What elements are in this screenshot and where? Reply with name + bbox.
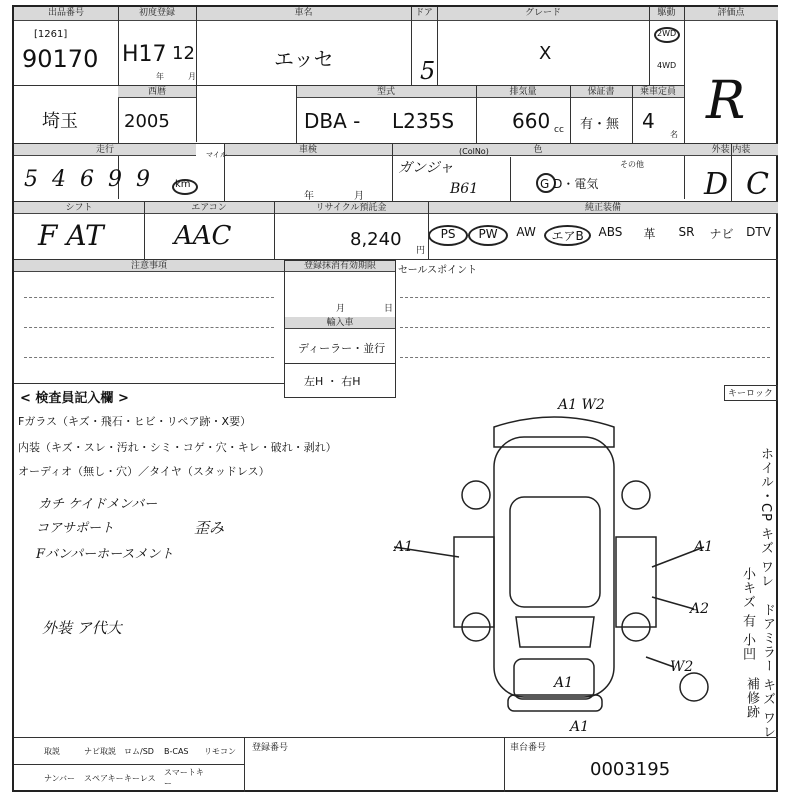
footer-bcas: B-CAS (164, 746, 189, 756)
roof-front-outline (494, 417, 614, 447)
mark-right-3: W2 (670, 659, 694, 675)
inspector-line1: Fガラス（キズ・飛石・ヒビ・リペア跡・X要） (18, 415, 252, 428)
rear-window (516, 617, 594, 647)
mileage-value: 54699 (24, 167, 164, 192)
legend-wheel: ホイル・CP キズ ワレ (758, 447, 773, 589)
reg-month: 12 (172, 43, 195, 64)
lot-no-header: 出品番号 (14, 7, 118, 21)
grade-header: グレード (437, 7, 649, 21)
shift-header: シフト (14, 202, 144, 214)
wheel-fr (622, 481, 650, 509)
wheel-fl (462, 481, 490, 509)
body-outline (494, 437, 614, 697)
color-options: G D・電気 (540, 177, 599, 191)
color-code: B61 (450, 181, 479, 197)
inspection-header: 車検 (224, 144, 392, 156)
car-name-header: 車名 (196, 7, 411, 21)
key-lock-header: キーロック (728, 389, 773, 399)
inspector-line2: 内装（キズ・スレ・汚れ・シミ・コゲ・穴・キレ・破れ・剥れ） (18, 441, 337, 454)
inspector-title: < 検査員記入欄 > (20, 391, 129, 406)
doors-header: ドア (411, 7, 437, 21)
footer-remote: リモコン (204, 746, 236, 756)
mileage-header: 走行 (14, 144, 196, 156)
type-prefix: DBA - (304, 109, 361, 133)
chassis-number: 0003195 (590, 759, 671, 780)
mark-right-2: A2 (690, 601, 710, 617)
footer-keyless: キーレス (124, 773, 156, 783)
drive-header: 駆動 (649, 7, 684, 21)
chassis-header: 車台番号 (510, 743, 547, 753)
equipment-list (428, 225, 778, 246)
displacement-header: 排気量 (476, 86, 570, 98)
aircon-value: AAC (174, 221, 232, 251)
first-reg-header: 初度登録 (118, 7, 196, 21)
recycle-fee: 8,240 (350, 229, 402, 250)
roof-panel (510, 497, 600, 607)
score-header: 評価点 (684, 7, 778, 21)
hand-note-2: コアサポート (36, 521, 115, 536)
car-name: エッセ (274, 47, 334, 71)
footer-plate: ナンバー (44, 773, 76, 783)
lot-number: 90170 (22, 45, 99, 73)
legend-mirror: ドアミラー キズ ワレ (760, 603, 775, 740)
aircon-header: エアコン (144, 202, 274, 214)
doors-value: 5 (420, 57, 436, 85)
legend-repair: 補修跡 (744, 677, 759, 719)
equip-leather: 革 (643, 227, 656, 241)
seats-header: 乗車定員 (632, 86, 684, 98)
dealer-value: ディーラー・並行 (298, 342, 386, 355)
footer-checklist (14, 738, 244, 790)
equip-aw: AW (516, 225, 536, 239)
equip-navi: ナビ (709, 227, 734, 241)
color-header: 色 (392, 144, 684, 156)
equipment-header: 純正装備 (428, 202, 778, 214)
equip-dtv: DTV (746, 225, 771, 239)
hand-note-4: 外装 ア代大 (42, 619, 122, 637)
reg-expiry-header: 登録抹消有効期限 (284, 260, 396, 272)
hand-note-3: Fバンパーホースメント (36, 547, 174, 562)
ext-grade: D (704, 167, 729, 202)
sales-point-header: セールスポイント (398, 265, 478, 276)
seats-value: 4 (642, 109, 655, 133)
hand-note-1: カチ ケイドメンバー (38, 497, 158, 512)
grade-value: X (539, 43, 552, 64)
mark-top: A1 W2 (558, 397, 605, 413)
auction-sheet: 出品番号 初度登録 車名 ドア グレード 駆動 評価点 [1261] 90170 H17 12 年 月 エッセ 5 X 2WD 4WD R 西暦 型式 排気量 保証書 乗車定員 埼玉 2005 DBA - L235S 660 cc 有・無 4 名 走行 車検 色 外装 内装 マイル 54699 km 年 月 (ColNo) ガンジャ B61 G D・電気 その他 D C シフト エアコン リサイクル預託金 純正装備 F AT AAC 8,240 円 PS PW AW エアB ABS 革 SR ナビ DTV 注意事項 登録抹消有効期限 セールスポイント 月 日 輸入車 ディーラー・並行 左H ・ 右H < 検査員記入欄 > Fガラス（キズ・飛石・ヒビ・リペア跡・X要） 内装（キズ・スレ・汚れ・シミ・コゲ・穴・キレ・破れ・剥れ） オーディオ（無し・穴）／タイヤ（スタッドレス） カチ ケイドメンバー コアサポート Fバンパーホースメント 歪み 外装 ア代大 A1 W2 A1 A1 A2 W2 A1 A1 キーロック ホイル・CP キズ ワレ 小キズ 有 小凹 ドアミラー キズ ワレ 補修跡 取説 ナビ取説 ロム/SD B-CAS リモコン ナンバー スペアキー キーレス スマートキー 登録番号 車台番号 0003195 (12, 5, 778, 792)
displacement-value: 660 (512, 109, 551, 133)
lot-code: [1261] (34, 29, 68, 40)
handle-value: 左H ・ 右H (304, 375, 361, 388)
mark-right-1: A1 (694, 539, 714, 555)
mark-left: A1 (394, 539, 414, 555)
reg-no-header: 登録番号 (252, 743, 289, 753)
drive-2wd: 2WD (657, 29, 677, 38)
warranty-value: 有・無 (580, 117, 620, 132)
warranty-header: 保証書 (570, 86, 632, 98)
recycle-header: リサイクル預託金 (274, 202, 428, 214)
shift-value: F AT (38, 219, 104, 252)
type-header: 型式 (296, 86, 476, 98)
legend-scratch: 小キズ 有 小凹 (740, 567, 755, 662)
equip-sr: SR (678, 225, 695, 239)
year-value: 2005 (124, 111, 170, 132)
score-value: R (706, 71, 746, 131)
footer-spare-key: スペアキー (84, 773, 124, 783)
mileage-unit: km (175, 179, 191, 190)
footer-smart-key: スマートキー (164, 768, 204, 788)
spare-wheel (680, 673, 708, 701)
drive-4wd: 4WD (657, 61, 677, 70)
inspector-line3: オーディオ（無し・穴）／タイヤ（スタッドレス） (18, 465, 270, 478)
hand-note-distortion: 歪み (194, 519, 225, 537)
notes-header: 注意事項 (14, 260, 284, 272)
ext-int-header: 外装 内装 (684, 144, 778, 156)
footer-rom-sd: ロム/SD (124, 746, 154, 756)
color-name: ガンジャ (398, 160, 454, 176)
footer-navi-manual: ナビ取説 (84, 746, 116, 756)
equip-pw: PW (468, 225, 508, 246)
region-value: 埼玉 (42, 111, 78, 132)
mark-bottom-2: A1 (570, 719, 590, 735)
footer-manual: 取説 (44, 746, 60, 756)
type-code: L235S (392, 109, 455, 133)
year-header: 西暦 (118, 86, 196, 98)
equip-airbag: エアB (544, 225, 591, 246)
import-header: 輸入車 (285, 317, 395, 329)
mark-bottom-1: A1 (554, 675, 574, 691)
equip-ps: PS (428, 225, 468, 246)
era-year: H17 (122, 42, 167, 67)
int-grade: C (746, 167, 769, 202)
equip-abs: ABS (598, 225, 623, 239)
